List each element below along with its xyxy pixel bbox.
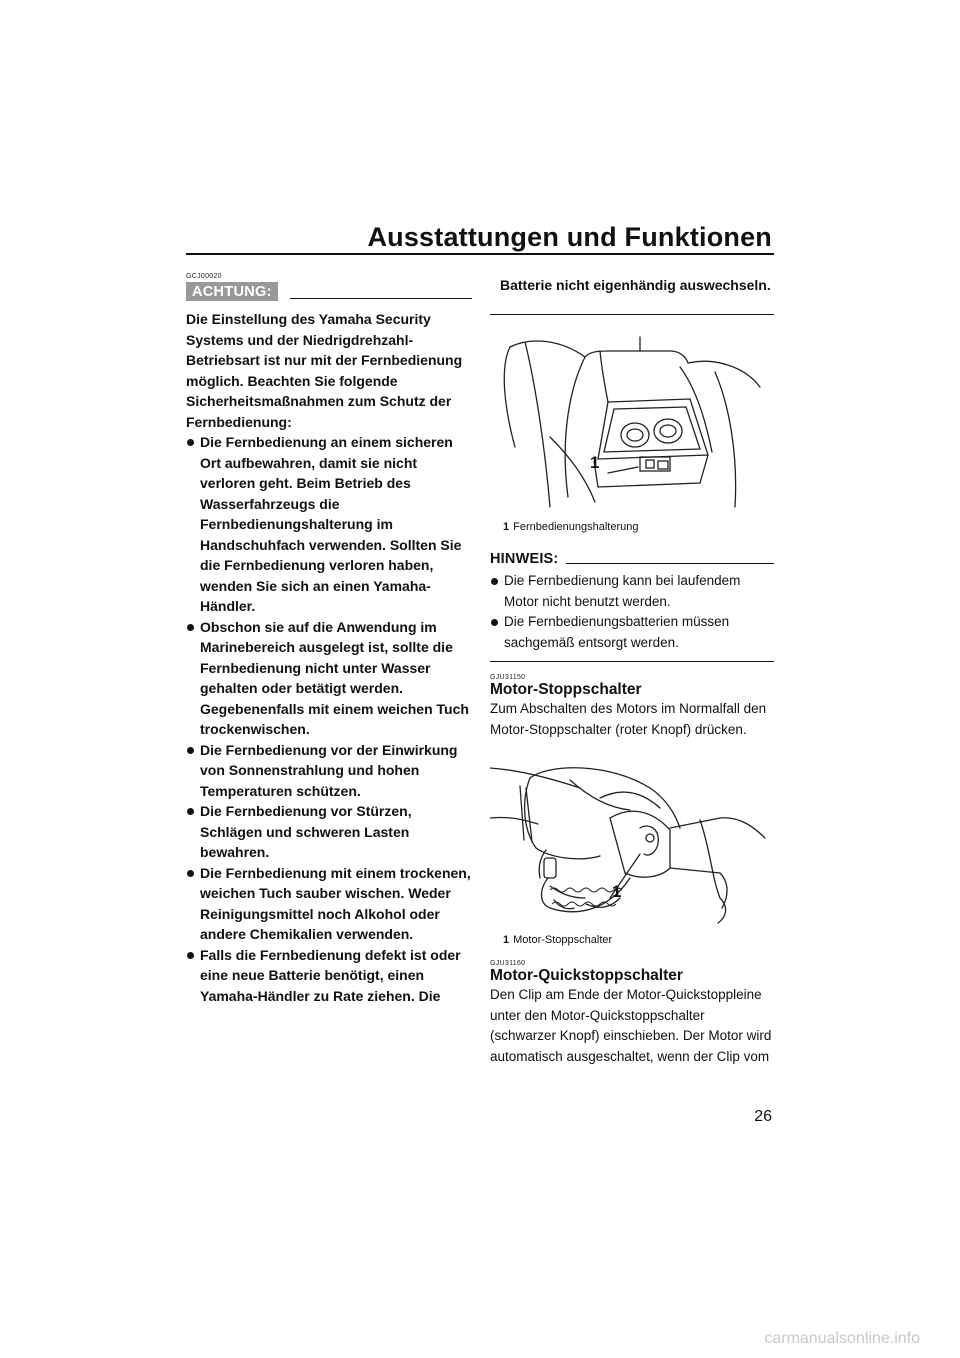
list-item: Die Fernbedienung mit einem trockenen, weichen Tuch sauber wischen. Weder Reinigungsmittel noch Alkohol oder andere Chemikalien verwenden. (186, 863, 472, 945)
list-item: Die Fernbedienung vor der Einwirkung von Sonnenstrahlung und hohen Temperaturen schützen. (186, 740, 472, 802)
bullet-icon (187, 439, 194, 446)
warning-end-rule (490, 314, 774, 316)
achtung-rule (290, 298, 472, 300)
warning-code: GCJ00020 (186, 273, 222, 280)
section-heading: Motor-Quickstoppschalter (490, 967, 683, 984)
bullet-icon (187, 624, 194, 631)
stop-switch-illustration (490, 758, 774, 930)
achtung-header (186, 282, 472, 301)
figure-stop-switch (490, 758, 774, 930)
list-item: Die Fernbedienung vor Stürzen, Schlägen und schweren Lasten bewahren. (186, 801, 472, 863)
callout-label: 1 (590, 453, 600, 472)
watermark[interactable]: carmanualsonline.info (764, 1330, 920, 1347)
list-item: Die Fernbedienung an einem sicheren Ort aufbewahren, damit sie nicht verloren geht. Beim Betrieb des Wasserfahrzeugs die Fernbedienungshalterung im Handschuhfach verwenden. Sollten Sie die Fernbedienung verloren haben, wenden Sie sich an einen Yamaha-Händler. (186, 432, 472, 617)
bullet-icon (187, 870, 194, 877)
section-text: Den Clip am Ende der Motor-Quickstoppleine unter den Motor-Quickstoppschalter (schwarzer Knopf) einschieben. Der Motor wird automatisch ausgeschaltet, wenn der Clip vom (490, 987, 772, 1064)
callout-label: 1 (612, 882, 622, 901)
bullet-icon (491, 578, 498, 585)
remote-holder-illustration (490, 327, 774, 517)
section-code: GJU31160 (490, 960, 526, 967)
list-item: Falls die Fernbedienung defekt ist oder eine neue Batterie benötigt, einen Yamaha-Händler zu Rate ziehen. Die (186, 945, 472, 1007)
bullet-icon (187, 808, 194, 815)
section-text: Zum Abschalten des Motors im Normalfall den Motor-Stoppschalter (roter Knopf) drücken. (490, 701, 767, 737)
page-number: 26 (754, 1108, 772, 1125)
page-title: Ausstattungen und Funktionen (367, 222, 772, 252)
figure-caption: 1 Fernbedienungshalterung (503, 521, 639, 533)
bullet-icon (187, 747, 194, 754)
achtung-badge: ACHTUNG: (186, 282, 278, 301)
warning-intro: Die Einstellung des Yamaha Security Systems und der Niedrigdrehzahl-Betriebsart ist nur mit der Fernbedienung möglich. Beachten Sie folgende Sicherheitsmaßnahmen zum Schutz der Fernbedienung: (186, 311, 463, 430)
section-heading: Motor-Stoppschalter (490, 681, 642, 698)
bullet-icon (491, 619, 498, 626)
warning-list (186, 432, 472, 1006)
title-rule (186, 253, 774, 255)
left-column (186, 273, 472, 1006)
hinweis-title: HINWEIS: (490, 551, 559, 567)
section-code: GJU31150 (490, 674, 526, 681)
list-item: Obschon sie auf die Anwendung im Marinebereich ausgelegt ist, sollte die Fernbedienung nicht unter Wasser gehalten oder betätigt werden. Gegebenenfalls mit einem weichen Tuch trockenwischen. (186, 617, 472, 740)
figure-remote-holder (490, 327, 774, 517)
bullet-icon (187, 952, 194, 959)
list-item: Die Fernbedienung kann bei laufendem Motor nicht benutzt werden. (490, 571, 774, 612)
hinweis-end-rule (490, 661, 774, 662)
hinweis-rule (566, 563, 774, 564)
list-item: Die Fernbedienungsbatterien müssen sachgemäß entsorgt werden. (490, 612, 774, 653)
figure-caption: 1 Motor-Stoppschalter (503, 934, 613, 946)
right-column (490, 273, 774, 1067)
hinweis-list (490, 571, 774, 653)
hinweis-header (490, 551, 774, 567)
warning-continuation: Batterie nicht eigenhändig auswechseln. (500, 277, 771, 293)
